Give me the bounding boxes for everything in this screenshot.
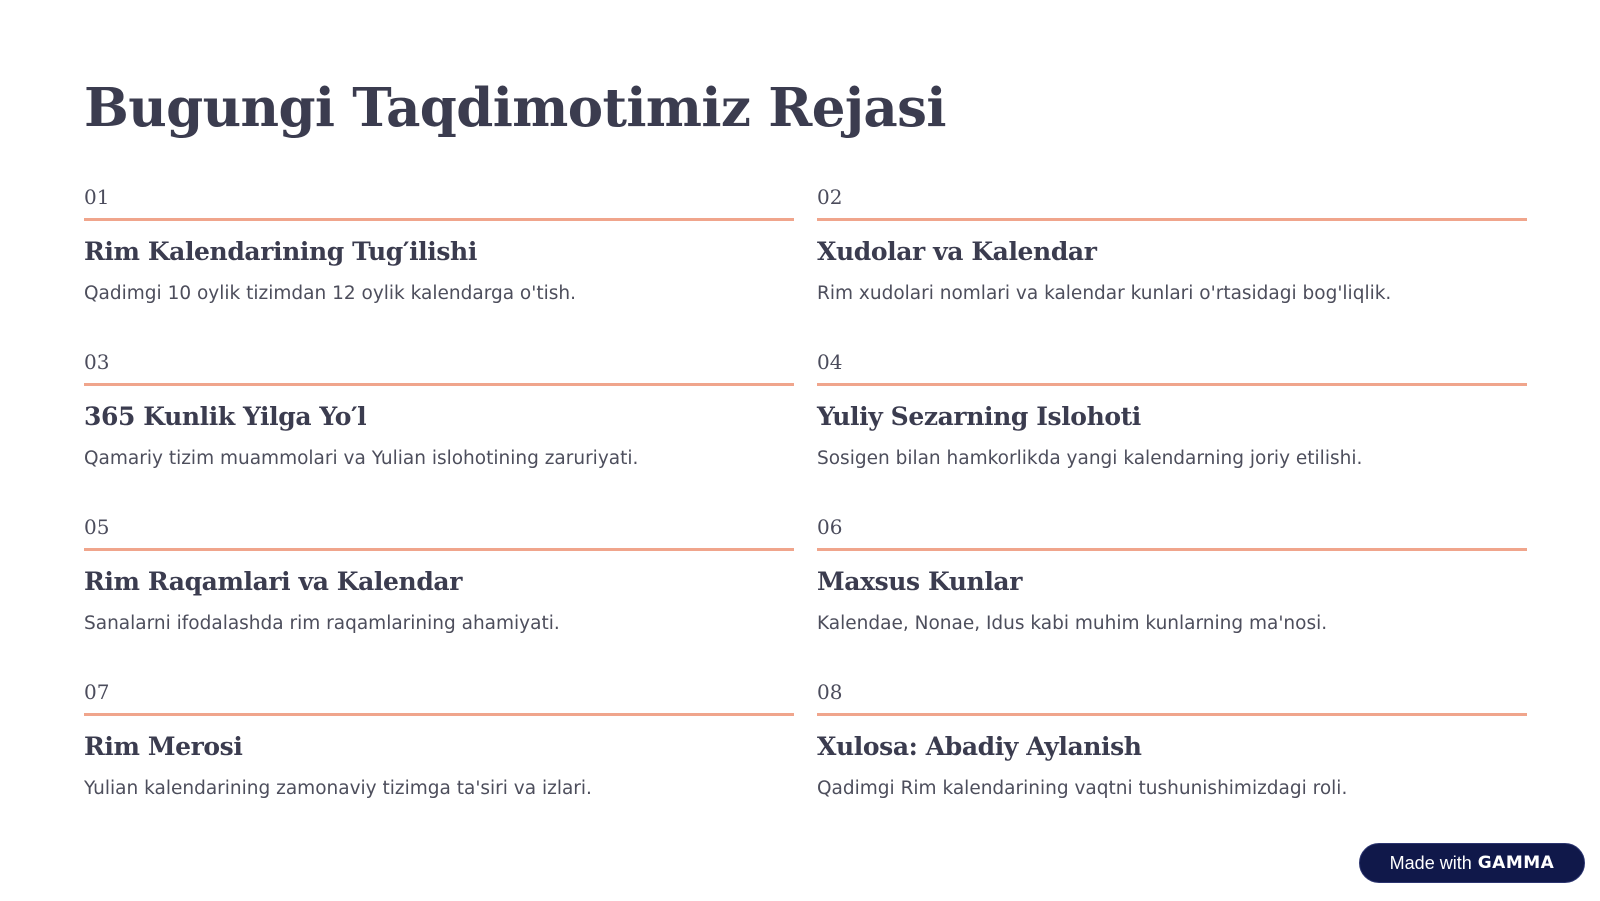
agenda-item [84, 182, 794, 347]
item-heading: Rim Raqamlari va Kalendar [84, 567, 462, 596]
item-number: 03 [84, 350, 110, 374]
agenda-item [817, 677, 1527, 842]
badge-prefix: Made with [1389, 852, 1472, 873]
item-description: Qamariy tizim muammolari va Yulian islohotining zaruriyati. [84, 448, 639, 469]
item-description: Qadimgi 10 oylik tizimdan 12 oylik kalendarga o'tish. [84, 283, 576, 304]
item-heading: Xudolar va Kalendar [817, 237, 1097, 266]
agenda-item [84, 347, 794, 512]
accent-divider [84, 383, 794, 386]
item-heading: Rim Merosi [84, 732, 243, 761]
item-description: Qadimgi Rim kalendarining vaqtni tushunishimizdagi roli. [817, 778, 1348, 799]
gamma-logo-text: GAMMA [1477, 853, 1555, 873]
accent-divider [817, 383, 1527, 386]
agenda-item [84, 677, 794, 842]
item-heading: Xulosa: Abadiy Aylanish [817, 732, 1142, 761]
item-number: 05 [84, 515, 110, 539]
item-number: 07 [84, 680, 110, 704]
item-heading: 365 Kunlik Yilga Yo′l [84, 402, 367, 431]
accent-divider [817, 218, 1527, 221]
accent-divider [84, 548, 794, 551]
agenda-item [84, 512, 794, 677]
item-heading: Yuliy Sezarning Islohoti [817, 402, 1141, 431]
item-description: Rim xudolari nomlari va kalendar kunlari o'rtasidagi bog'liqlik. [817, 283, 1392, 304]
item-heading: Rim Kalendarining Tug′ilishi [84, 237, 477, 266]
accent-divider [817, 548, 1527, 551]
item-number: 04 [817, 350, 843, 374]
agenda-item [817, 347, 1527, 512]
slide-title: Bugungi Taqdimotimiz Rejasi [84, 77, 946, 139]
item-heading: Maxsus Kunlar [817, 567, 1023, 596]
agenda-item [817, 512, 1527, 677]
item-description: Kalendae, Nonae, Idus kabi muhim kunlarning ma'nosi. [817, 613, 1328, 634]
accent-divider [84, 218, 794, 221]
made-with-gamma-badge[interactable] [1359, 843, 1585, 883]
item-number: 08 [817, 680, 843, 704]
accent-divider [817, 713, 1527, 716]
item-description: Yulian kalendarining zamonaviy tizimga ta'siri va izlari. [84, 778, 592, 799]
item-number: 06 [817, 515, 843, 539]
item-description: Sosigen bilan hamkorlikda yangi kalendarning joriy etilishi. [817, 448, 1363, 469]
item-number: 01 [84, 185, 110, 209]
agenda-item [817, 182, 1527, 347]
agenda-grid [84, 182, 1527, 842]
accent-divider [84, 713, 794, 716]
item-number: 02 [817, 185, 843, 209]
item-description: Sanalarni ifodalashda rim raqamlarining ahamiyati. [84, 613, 560, 634]
